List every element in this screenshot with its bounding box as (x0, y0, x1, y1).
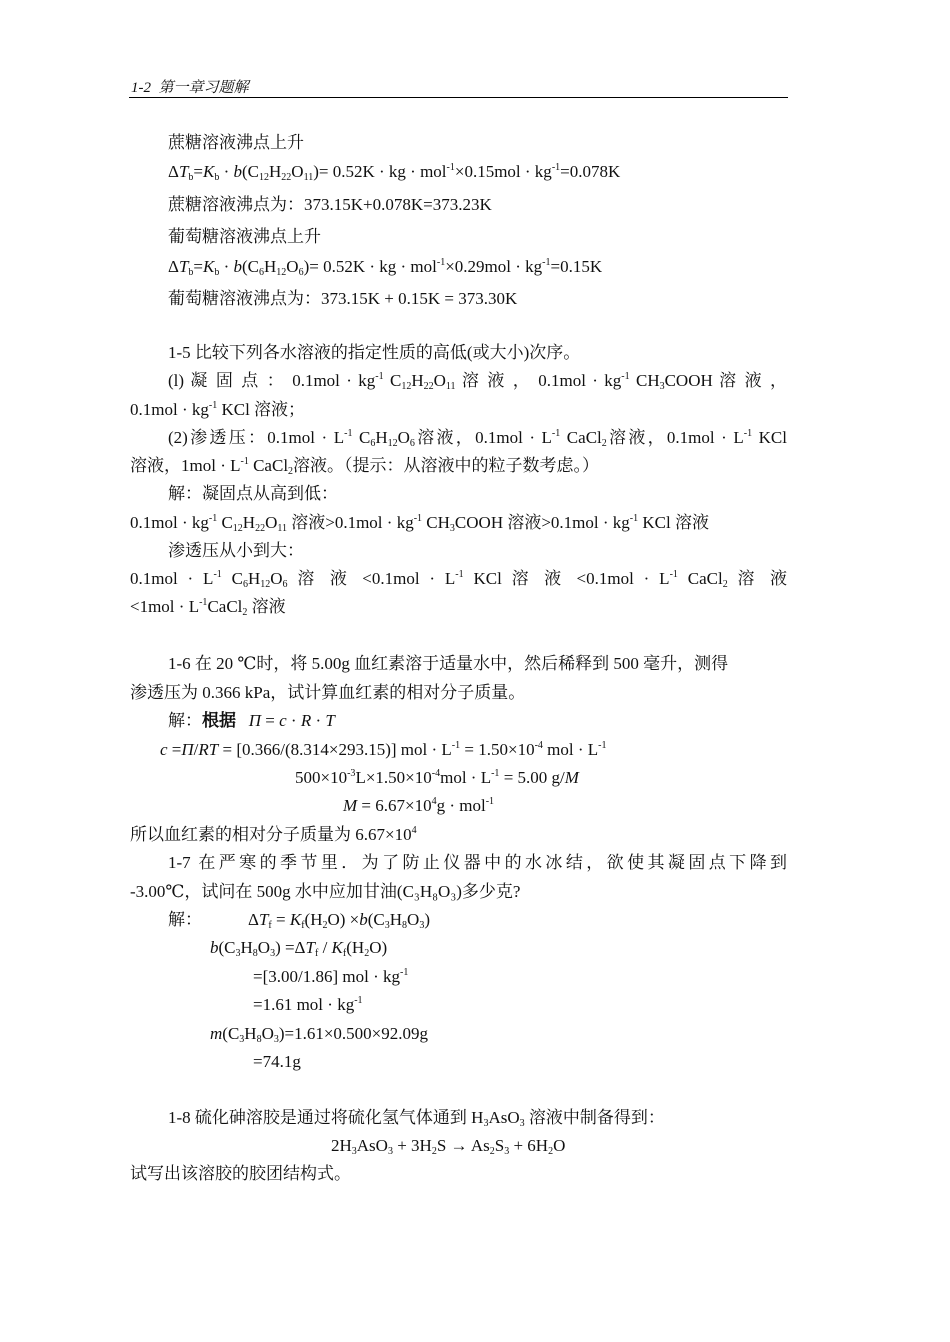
glucose-heading: 葡萄糖溶液沸点上升 (168, 227, 321, 246)
q1-7-molality-calc: =[3.00/1.86] mol · $kg^{-1}$ (253, 967, 409, 986)
q1-7-answer-label: 解： (168, 910, 202, 929)
sucrose-heading: 蔗糖溶液沸点上升 (168, 133, 304, 152)
sucrose-formula: $\Delta T_b=K_b \cdot b(C_{12}H_{22}O_{11})= 0.52K$ · kg · $mol^{-1}\times 0.15mol \cdot kg^{-1}=0.078K$ (168, 162, 621, 183)
q1-5-answer-intro: 解：凝固点从高到低： (168, 484, 338, 503)
chapter-title: 第一章习题解 (158, 80, 249, 96)
page-header (131, 76, 249, 97)
q1-7-mass-calc: $m(C_3H_8O_3)=1.61\times 0.500\times 92.09g$ (210, 1024, 429, 1045)
q1-8-line2: 试写出该溶胶的胶团结构式。 (130, 1164, 351, 1183)
q1-5-osmotic-order-line2: $<1mol \cdot L^{-1}CaCl_2$ 溶液 (130, 597, 286, 618)
q1-5-osmotic-order-line1: $0.1mol \cdot L^{-1}$ $C_6H_{12}O_6$ 溶 液 $<0.1mol \cdot L^{-1}$ KCl 溶 液 $<0.1mol \cdot L^{-1}$ CaCl$_2$ 溶 液 (130, 569, 787, 590)
q1-7-molality: $b(C_3H_8O_3) =\Delta T_f / K_f(H_2O)$ (210, 938, 388, 959)
header-rule (129, 97, 788, 98)
q1-6-line1: 1-6 在 20 ℃时，将 5.00g 血红素溶于适量水中，然后稀释到 500 毫升，测得 (168, 654, 729, 673)
q1-6-concentration: c =Π/RT = [0.366/(8.314×293.15)] mol · $L^{-1} = 1.50\times 10^{-4}$ mol · $L^{-1}$ (160, 740, 607, 759)
q1-5-part2-line2: 溶液，$1mol \cdot L^{-1}$ CaCl$_2$溶液。（提示：从溶液中的粒子数考虑。） (130, 456, 600, 477)
glucose-formula: $\Delta T_b=K_b \cdot b(C_6H_{12}O_6)= 0.52K$ · kg · $mol^{-1}\times 0.29mol \cdot kg^{-1}=0.15K$ (168, 257, 603, 278)
q1-8-equation: $2H_3AsO_3 + 3H_2S \to As_2S_3 + 6H_2O$ (331, 1136, 566, 1157)
glucose-result: 葡萄糖溶液沸点为：373.15K + 0.15K = 373.30K (168, 289, 518, 308)
q1-7-mass-result: =74.1g (253, 1052, 301, 1071)
q1-7-line1: 1-7 在严寒的季节里．为了防止仪器中的水冰结，欲使其凝固点下降到 (168, 853, 787, 872)
q1-5-part2-line1: (2)渗透压：$0.1mol \cdot L^{-1}$ $C_6H_{12}O_6$溶液，$0.1mol \cdot L^{-1}$ CaCl$_2$溶液，$0.1mol \cdot L^{-1}$ KCl (168, 428, 787, 449)
q1-7-formula: $\Delta T_f = K_f(H_2O) \times b(C_3H_8O_3)$ (248, 910, 430, 931)
q1-5-part1-line2: $0.1mol \cdot kg^{-1}$ KCl 溶液； (130, 400, 306, 419)
q1-6-mass-equation: $500\times 10^{-3}L\times 1.50\times 10^{-4}mol \cdot L^{-1} = 5.00$ g/M (295, 768, 579, 787)
q1-5-part1-line1: (l) 凝 固 点 ： $0.1mol \cdot kg^{-1}$ $C_{12}H_{22}O_{11}$ 溶 液 ， $0.1mol \cdot kg^{-1}$ $CH_3COOH$ 溶 液 ， (168, 371, 788, 392)
q1-5-freezing-order: $0.1mol \cdot kg^{-1}$ $C_{12}H_{22}O_{11}$ 溶液$>0.1mol \cdot kg^{-1}$ $CH_3COOH$ 溶液$>0.1mol \cdot kg^{-1}$ KCl 溶液 (130, 513, 709, 534)
q1-5-osmotic-intro: 渗透压从小到大： (168, 541, 304, 560)
q1-6-answer-basis: 解：根据 Π = c · R · T (168, 711, 335, 730)
q1-7-molality-result: =1.61 mol · $kg^{-1}$ (253, 995, 363, 1014)
sucrose-result: 蔗糖溶液沸点为：373.15K+0.078K=373.23K (168, 195, 492, 214)
page-number: 1-2 (131, 80, 151, 96)
q1-6-conclusion: 所以血红素的相对分子质量为 $6.67\times 10^4$ (130, 825, 417, 844)
q1-8-line1: 1-8 硫化砷溶胶是通过将硫化氢气体通到 $H_3AsO_3$ 溶液中制备得到： (168, 1108, 665, 1129)
q1-6-molar-mass: $M = 6.67\times 10^4g \cdot mol^{-1}$ (343, 796, 495, 815)
q1-7-line2: -3.00℃，试问在 500g 水中应加甘油(C₃H₈O₃)多少克? (130, 882, 521, 901)
q1-6-line2: 渗透压为 0.366 kPa，试计算血红素的相对分子质量。 (130, 683, 526, 702)
q1-5-title: 1-5 比较下列各水溶液的指定性质的高低(或大小)次序。 (168, 343, 581, 362)
